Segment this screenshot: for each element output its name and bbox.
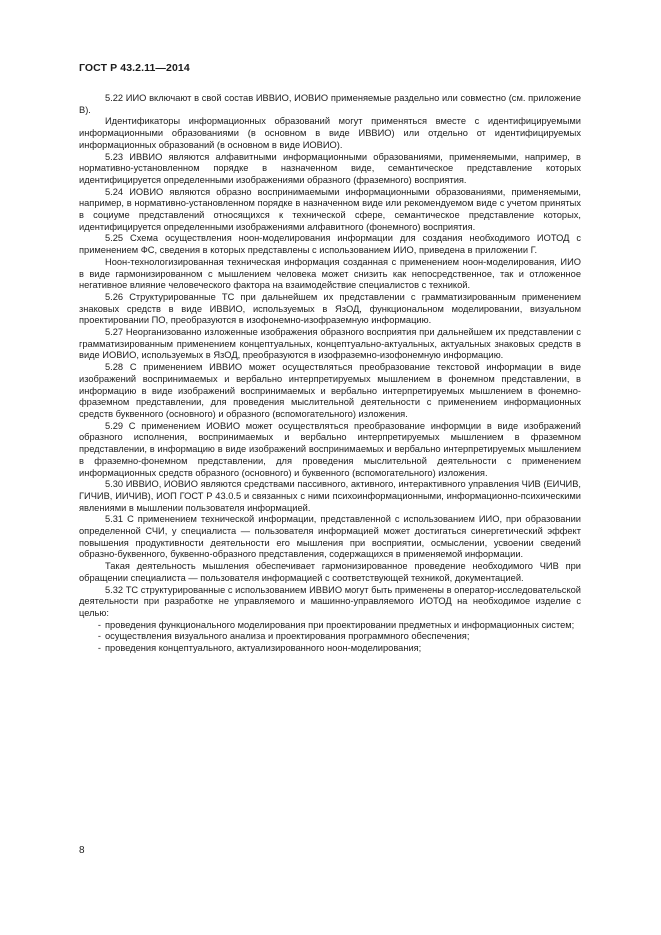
paragraph: 5.30 ИВВИО, ИОВИО являются средствами пассивного, активного, интерактивного управления ЧИВ (ЕИЧИВ, ГИЧИВ, ИИЧИВ), ИОП ГОСТ Р 43.0.5 и связанных с ними психоинформационными, информационно-психическими явлениями в мышлении пользователя информацией. xyxy=(79,479,581,513)
list-dash-marker: - xyxy=(97,631,101,642)
paragraph: Идентификаторы информационных образований могут применяться вместе с идентифицируемыми информационными образованиями (в основном в виде ИВВИО) или отдельно от идентифицируемых информационных образований (в основном в виде ИОВИО). xyxy=(79,116,581,150)
paragraph: 5.24 ИОВИО являются образно воспринимаемыми информационными образованиями, применяемыми, например, в нормативно-установленном порядке в назначенном виде или рекомендуемом виде с учетом принятых в социуме представлений относящихся к технической сфере, семантическое представление которых, идентифицируется определенными изображениями алфавитного (фонемного) восприятия. xyxy=(79,186,581,232)
paragraph: 5.25 Схема осуществления ноон-моделирования информации для создания необходимого ИОТОД с применением ФС, сведения в которых представлены с использованием ИИО, приведена в приложении Г. xyxy=(79,233,581,256)
list-item xyxy=(79,631,581,643)
paragraph: 5.23 ИВВИО являются алфавитными информационными образованиями, применяемыми, например, в нормативно-установленном порядке в назначенном виде, семантическое представление которых идентифицируется определенными изображениями образного (фраземного) восприятия. xyxy=(79,151,581,185)
list-dash-marker: - xyxy=(97,643,101,654)
paragraph: 5.28 С применением ИВВИО может осуществляться преобразование текстовой информации в виде изображений воспринимаемых и вербально интерпретируемых мышлением в фонемном представлении, в информацию в виде изображений воспринимаемых и вербально интерпретируемых мышлением в фонемно-фраземном представлении, для проведения мыслительной деятельности с применением информационных средств буквенного (основного) и образного (вспомогательного) изложения. xyxy=(79,362,581,419)
list-item-text: проведения концептуального, актуализированного ноон-моделирования; xyxy=(105,643,422,654)
list-item-text: проведения функционального моделирования при проектировании предметных и информационных систем; xyxy=(105,619,575,630)
list-dash-marker: - xyxy=(97,619,101,630)
list-item xyxy=(79,620,581,632)
list-item-text: осуществления визуального анализа и проектирования программного обеспечения; xyxy=(105,631,470,642)
paragraph: 5.27 Неорганизованно изложенные изображения образного восприятия при дальнейшем их представлении с грамматизированным применением концептуальных, концептуально-актуальных, актуальных знаковых средств в виде ИОВИО, используемых в ЯзОД, преобразуются в изофраземно-изофонемную информацию. xyxy=(79,327,581,361)
page-header-standard-code: ГОСТ Р 43.2.11—2014 xyxy=(79,62,190,74)
paragraph: 5.26 Структурированные ТС при дальнейшем их представлении с грамматизированным применением знаковых средств в виде ИВВИО, используемых в ЯзОД, функциональном моделировании, визуальном проектировании ПО, преобразуются в изофонемно-изофраземную информацию. xyxy=(79,291,581,326)
paragraph: Ноон-технологизированная техническая информация созданная с применением ноон-моделирования, ИИО в виде гармонизированном с мышлением человека может снизить как непосредственное, так и отложенное негативное влияние человеческого фактора на взаимодействие специалистов с техникой. xyxy=(79,256,581,291)
paragraph: 5.22 ИИО включают в свой состав ИВВИО, ИОВИО применяемые раздельно или совместно (см. приложение В). xyxy=(79,93,581,115)
page-number: 8 xyxy=(79,845,85,856)
paragraph: 5.31 С применением технической информации, представленной с использованием ИИО, при образовании определенной СЧИ, у специалиста — пользователя информацией может достигаться синергетический эффект повышения продуктивности деятельности его мышления при восприятии, осмыслении, усвоении сведений образно-буквенного, буквенно-образного представления, содержащихся в применяемой информации. xyxy=(79,514,581,560)
paragraph: Такая деятельность мышления обеспечивает гармонизированное проведение необходимого ЧИВ при обращении специалиста — пользователя информацией с соответствующей техникой, документацией. xyxy=(79,561,581,583)
paragraph: 5.29 С применением ИОВИО может осуществляться преобразование информции в виде изображений образного исполнения, воспринимаемых и вербально интерпретируемых мышлением в фраземном представлении, в информацию в виде изображений воспринимаемых и вербально интерпретируемых мышлением в фраземно-фонемном представлении, для проведения мыслительной деятельности с применением информационных средств образного (основного) и буквенного (вспомогательного) изложения. xyxy=(79,420,581,478)
list-item xyxy=(79,643,581,655)
paragraph: 5.32 ТС структурированные с использованием ИВВИО могут быть применены в оператор-исследовательской деятельности при разработке не управляемого и машинно-управляемого ИОТОД на необходимое изделие с целью: xyxy=(79,584,581,618)
document-body xyxy=(79,93,581,655)
